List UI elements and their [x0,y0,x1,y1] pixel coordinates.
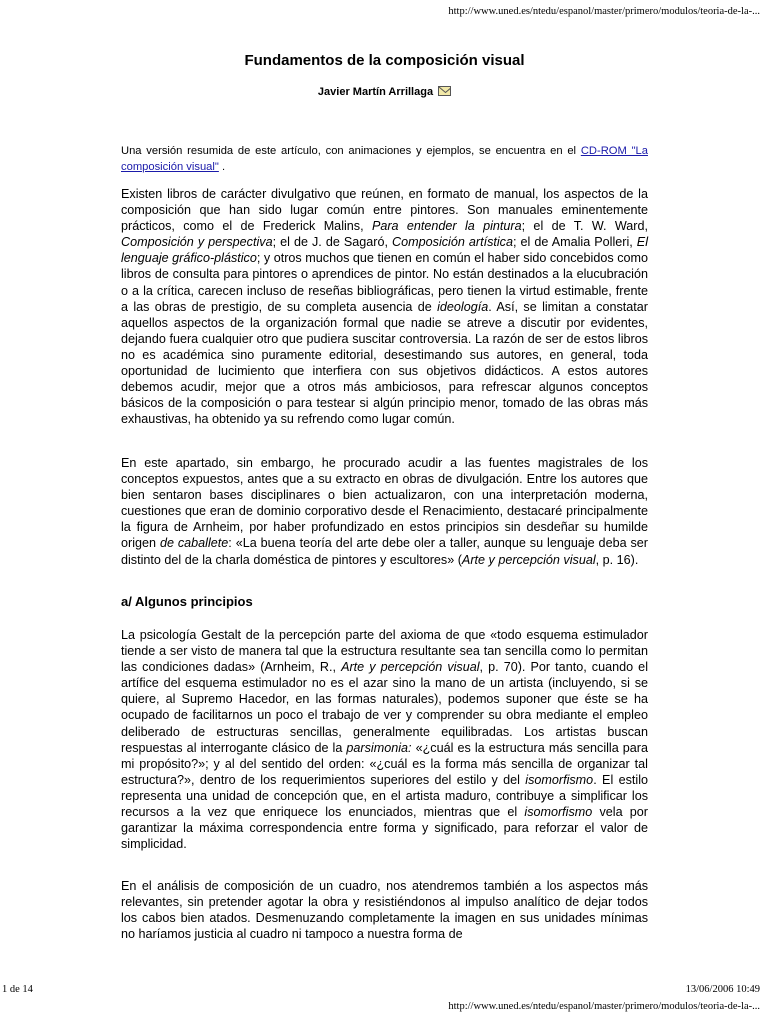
page-number: 1 de 14 [2,984,33,995]
p3-italic-title: Arte y percepción visual [341,660,480,675]
p1-italic-title: El lenguaje gráfico-plástico [121,235,648,266]
p3-italic-term: isomorfismo [525,772,594,787]
p1-text: . Así, se limitan a constatar aquellos aspectos de la organización formal que nadie se atreve a discutir por evidentes, dejando fuera cualquier otro que pudiera suscitar controversia. La razón de ser de estos libros no es académica sino puramente editorial, desestimando sus autores, en general, toda oportunidad de lucimiento que interfiera con sus objetivos didácticos. A estos autores debemos acudir, mejor que a otros más ambiciosos, para refrescar algunos conceptos básicos de la composición o para testear si algún principio menor, tomado de las obras más exhaustivas, ha obtenido ya su refrendo como lugar común. [121,299,648,427]
p1-italic-term: ideología [437,299,489,314]
p1-text: Existen libros de carácter divulgativo que reúnen, en formato de manual, los aspectos de la composición que han sido lugar común entre pintores. Son manuales eminentemente prácticos, como el de Frederick Malins, [121,187,648,234]
p2-italic-title: Arte y percepción visual [461,552,596,567]
mail-envelope-icon[interactable] [438,86,451,96]
p2-text: , p. 16). [595,552,639,567]
author-line [121,86,648,98]
cdrom-note-end: . [218,161,226,173]
p3-text: , p. 70). Por tanto, cuando el artífice del esquema estimulador no es el azar sino la mano de un artista (incluyendo, si se quiere, al Supremo Hacedor, en las formas naturales), podemos suponer que éste se ha ocupado de facilitarnos un poco el trabajo de ver y comprender su obra mediante el empleo deliberado de estructuras sencillas, generalmente equilibradas. Los artistas buscan respuestas al interrogante clásico de la [121,660,648,755]
cdrom-link[interactable]: CD-ROM "La composición visual" [121,145,648,173]
paragraph-2 [121,455,648,568]
print-header-url: http://www.uned.es/ntedu/espanol/master/primero/modulos/teoria-de-la-... [448,6,760,17]
p1-italic-title: Para entender la pintura [371,219,522,234]
p2-text: : «La buena teoría del arte debe oler a taller, aunque su lenguaje deba ser distinto del de la charla doméstica de pintores y escultores» ( [121,536,648,567]
p3-italic-term: isomorfismo [524,805,593,820]
p2-italic-term: de caballete [159,536,229,551]
p1-italic-title: Composición y perspectiva [121,235,273,250]
p3-text: La psicología Gestalt de la percepción parte del axioma de que «todo esquema estimulador tiende a ser visto de manera tal que la estructura resultante sea tan sencilla como lo permitan las condiciones dadas» (Arnheim, R., [121,628,648,675]
p3-italic-term: parsimonia: [346,740,412,755]
cdrom-note-text: Una versión resumida de este artículo, con animaciones y ejemplos, se encuentra en el [121,145,581,157]
p1-italic-title: Composición artística [392,235,513,250]
paragraph-3 [121,627,648,852]
paragraph-1 [121,186,648,427]
p1-text: ; el de J. de Sagaró, [272,235,393,250]
p3-text: vela por garantizar la máxima correspondencia entre forma y significado, para reforzar el valor de simplicidad. [121,805,648,852]
p2-text: En este apartado, sin embargo, he procurado acudir a las fuentes magistrales de los conceptos expuestos, antes que a su extracto en obras de divulgación. Entre los autores que bien sentaron bases disciplinares o bien actualizaron, con una interpretación moderna, cuestiones que eran de dominio corporativo desde el Renacimiento, destacaré principalmente la figura de Arnheim, por haber profundizado en estos principios sin desdeñar su humilde origen [121,456,648,551]
p1-text: ; el de T. W. Ward, [521,219,648,234]
article-title: Fundamentos de la composición visual [244,52,525,69]
p3-text: . El estilo representa una unidad de concepción que, en el artista maduro, contribuye a simplificar los recursos a la vez que enriquece los enunciados, mientras que el [121,772,648,820]
p3-text: «¿cuál es la estructura más sencilla para mi propósito?»; y al del sentido del orden: «¿cuál es la forma más sencilla de organizar tal estructura?», dentro de los requerimientos superiores del estilo y del [121,740,648,787]
cdrom-note [121,143,648,175]
author-name: Javier Martín Arrillaga [317,86,434,98]
p1-text: ; y otros muchos que tienen en común el haber sido concebidos como libros de consulta para pintores o aprendices de pintor. No están destinados a la elucubración o a la crítica, carecen incluso de reseñas bibliográficas, pero tienen la virtud estimable, frente a las obras de prestigio, de su completa ausencia de [121,251,648,314]
print-footer-url: http://www.uned.es/ntedu/espanol/master/primero/modulos/teoria-de-la-... [448,1001,760,1012]
print-date: 13/06/2006 10:49 [685,984,760,995]
p1-text: ; el de Amalia Polleri, [512,235,637,250]
paragraph-4: En el análisis de composición de un cuadro, nos atendremos también a los aspectos más relevantes, sin pretender agotar la obra y resistiéndonos al impulso analítico de dejar todos los cabos bien atados. Desmenuzando completamente la imagen en sus unidades mínimas no haríamos justicia al cuadro ni tampoco a nuestra forma de [121,879,648,942]
section-heading: a/ Algunos principios [121,594,253,609]
